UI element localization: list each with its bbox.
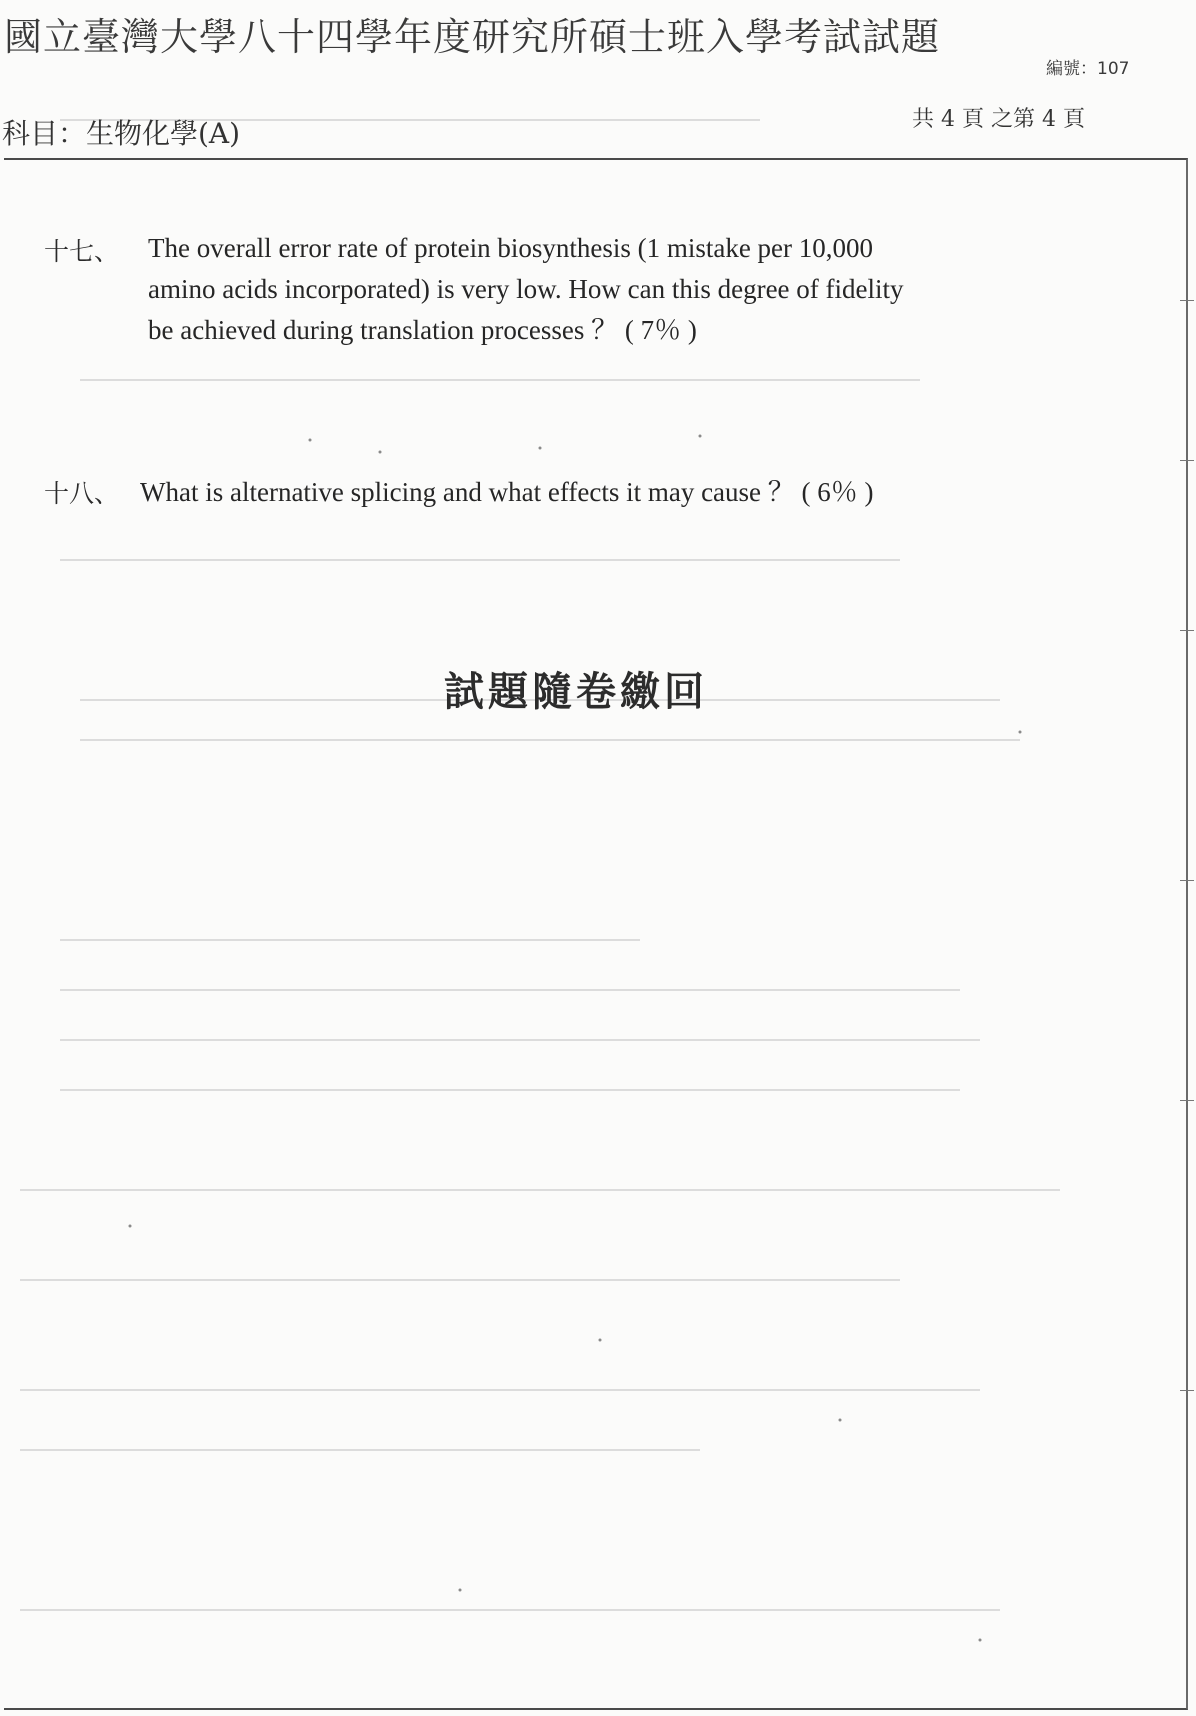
margin-tick — [1180, 300, 1194, 301]
question-line: The overall error rate of protein biosynthesis (1 mistake per 10,000 — [148, 233, 874, 263]
question-text — [148, 228, 904, 351]
question-17 — [44, 228, 904, 351]
question-text — [140, 472, 874, 513]
return-exam-stamp: 試題隨卷繳回 — [444, 668, 708, 715]
margin-tick — [1180, 1390, 1194, 1391]
question-18 — [44, 472, 874, 513]
question-number: 十八、 — [44, 479, 120, 508]
question-frame — [4, 158, 1188, 1710]
page-count: 共 4 頁 之第 4 頁 — [912, 107, 1085, 132]
margin-tick — [1180, 1100, 1194, 1101]
margin-tick — [1180, 630, 1194, 631]
question-line: amino acids incorporated) is very low. How can this degree of fidelity — [148, 274, 904, 304]
question-number: 十七、 — [44, 237, 120, 266]
exam-title: 國立臺灣大學八十四學年度研究所碩士班入學考試試題 — [4, 15, 941, 59]
margin-tick — [1180, 880, 1194, 881]
subject-label: 科目：生物化學(A) — [2, 117, 241, 150]
margin-tick — [1180, 460, 1194, 461]
question-line: be achieved during translation processes ？ ( 7％ ) — [148, 315, 697, 345]
exam-code: 編號：107 — [1046, 59, 1130, 79]
question-line: What is alternative splicing and what effects it may cause ？ ( 6％ ) — [140, 477, 874, 507]
